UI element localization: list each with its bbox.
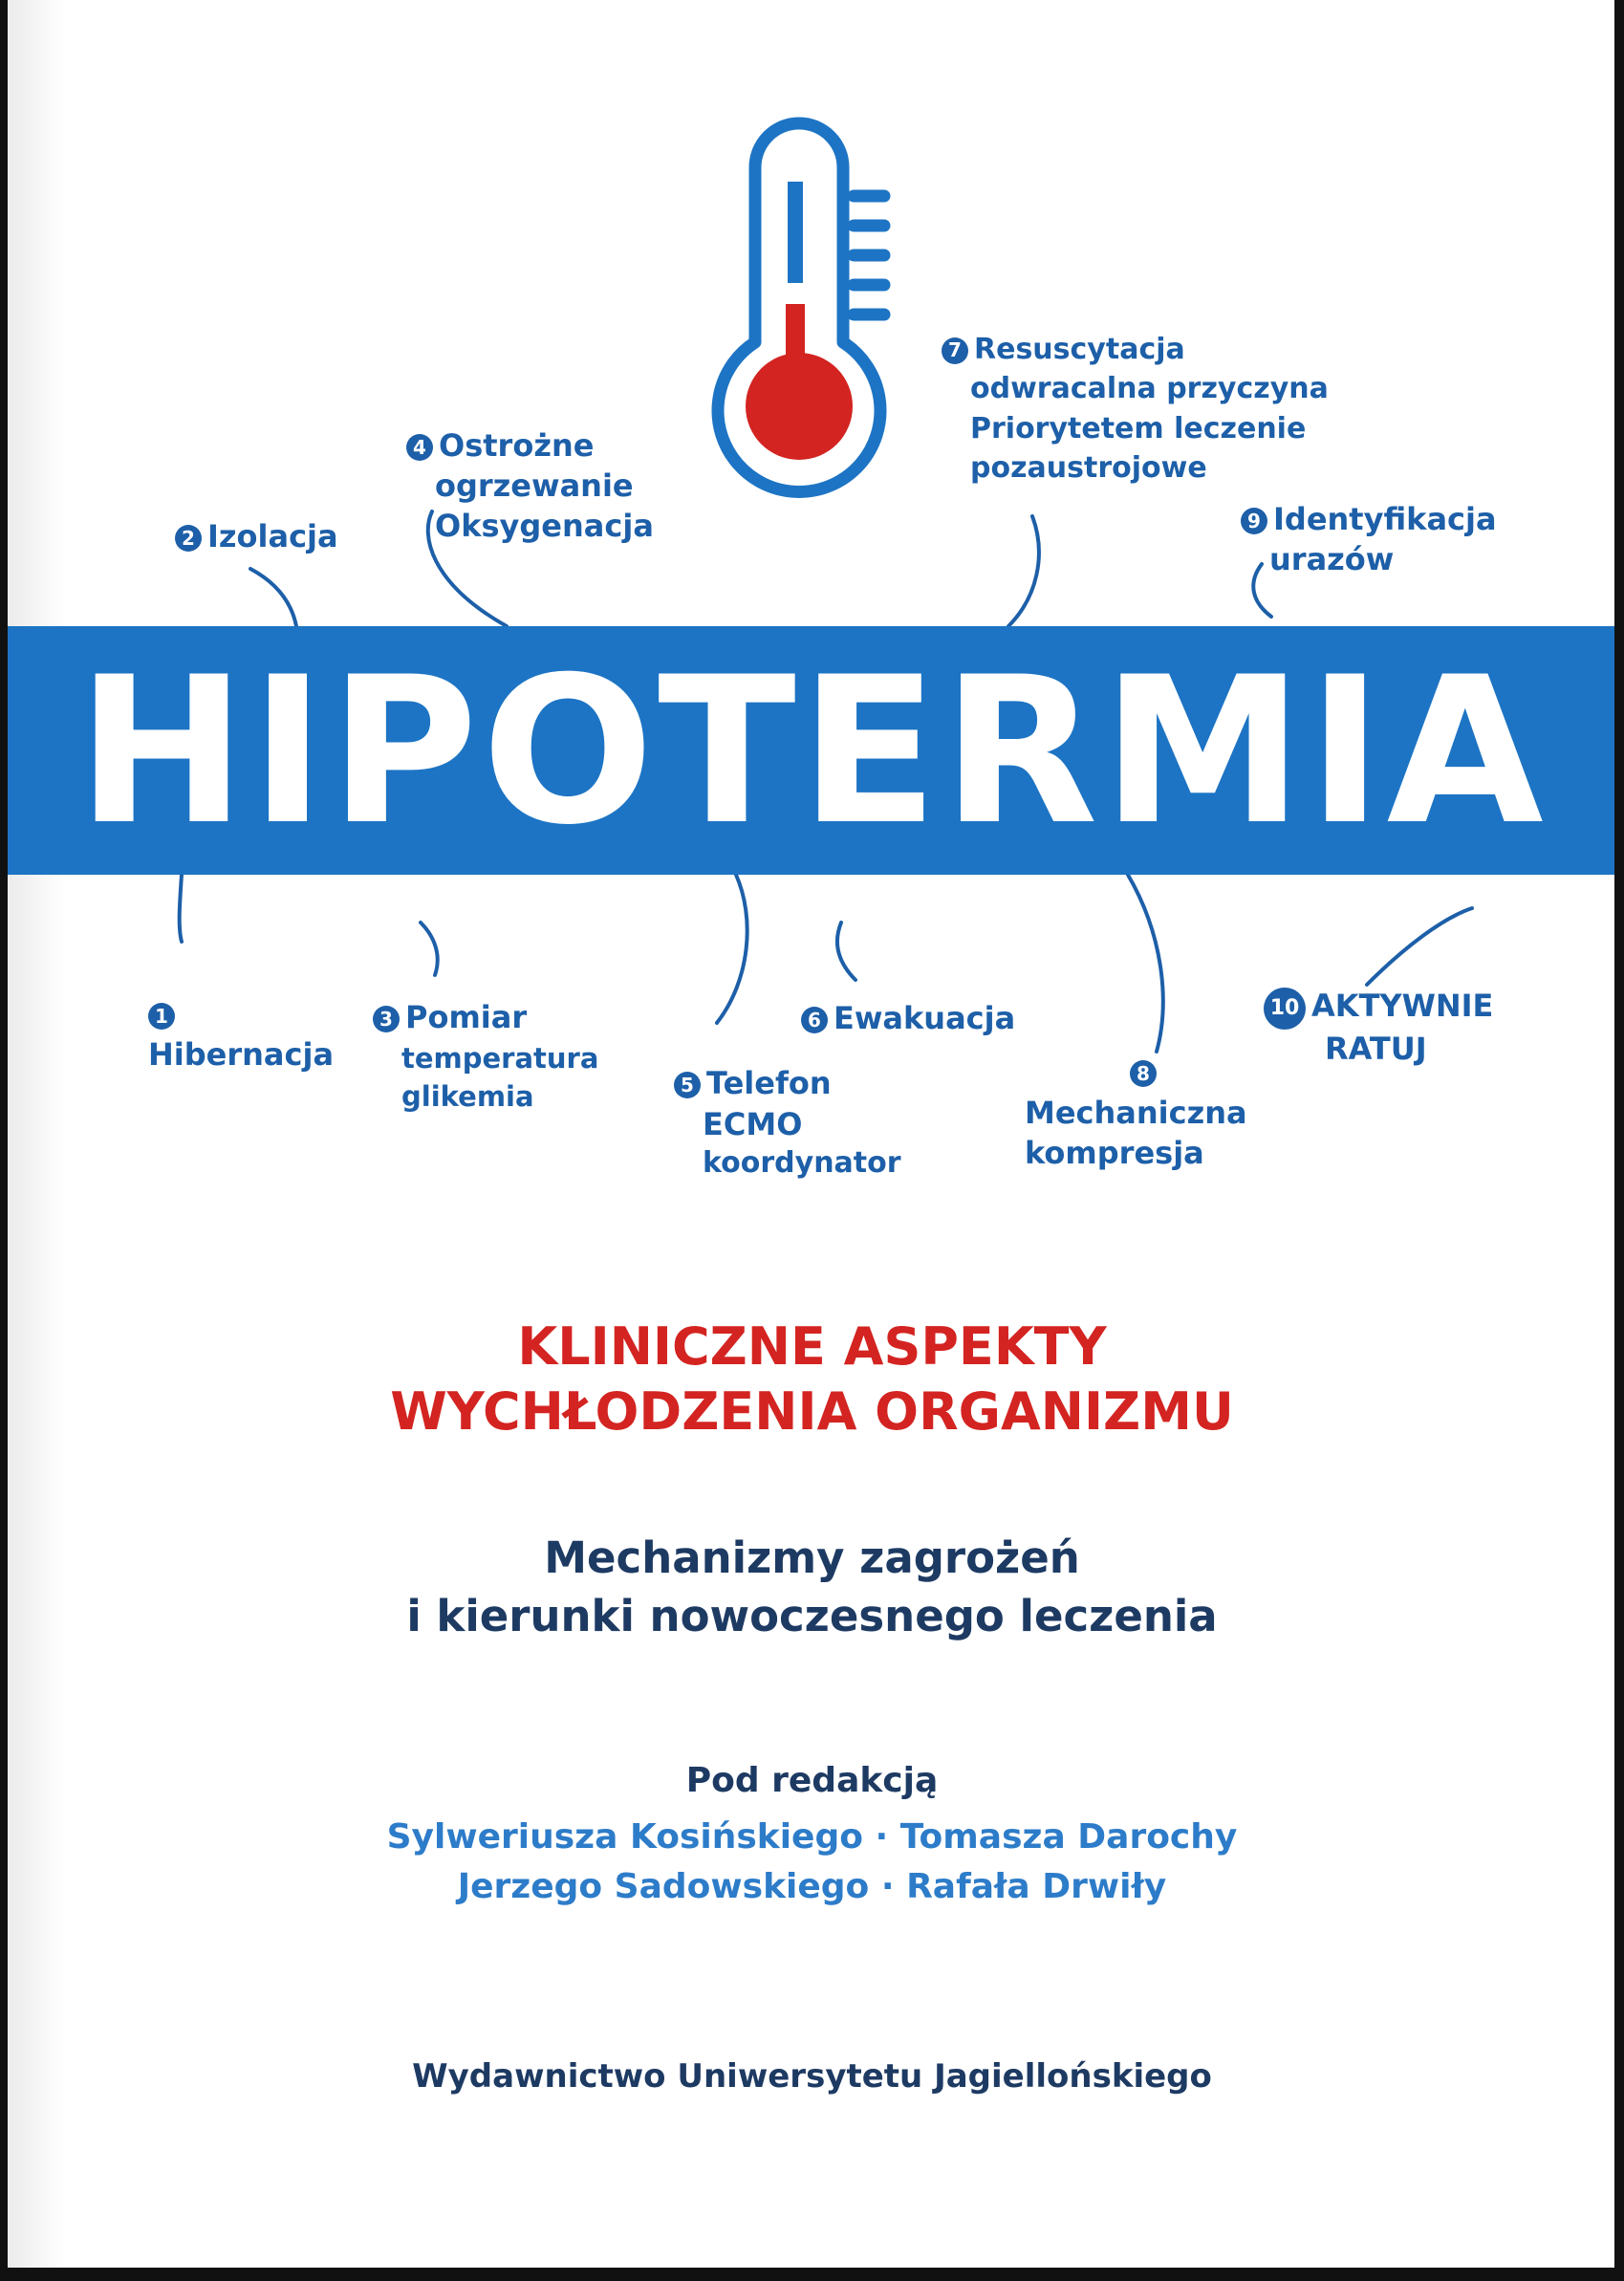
step-label: glikemia bbox=[401, 1080, 534, 1114]
editors-line bbox=[0, 1862, 1624, 1912]
subtitle-red-line: KLINICZNE ASPEKTY bbox=[517, 1316, 1107, 1377]
step-10 bbox=[1264, 987, 1493, 1070]
editor-separator: · bbox=[875, 1817, 889, 1857]
step-label: urazów bbox=[1269, 541, 1395, 578]
connector-7 bbox=[1008, 516, 1039, 626]
editor-name: Sylweriusza Kosińskiego bbox=[386, 1817, 863, 1857]
editors bbox=[0, 1813, 1624, 1912]
step-label: Mechaniczna bbox=[1025, 1094, 1247, 1131]
step-label: kompresja bbox=[1025, 1135, 1204, 1172]
connector-10 bbox=[1367, 908, 1472, 985]
step-6 bbox=[801, 998, 1015, 1038]
step-label: Hibernacja bbox=[148, 1036, 335, 1074]
step-7 bbox=[942, 330, 1329, 489]
editor-name: Jerzego Sadowskiego bbox=[457, 1867, 870, 1907]
step-label: Ewakuacja bbox=[834, 1000, 1016, 1036]
step-5 bbox=[674, 1063, 901, 1183]
step-2 bbox=[175, 516, 338, 556]
scan-edge-right bbox=[1614, 0, 1624, 2281]
step-8 bbox=[1025, 1052, 1247, 1174]
editor-name: Tomasza Darochy bbox=[899, 1817, 1238, 1857]
step-number: 3 bbox=[373, 1006, 400, 1032]
step-label: ECMO bbox=[703, 1105, 803, 1142]
connector-2 bbox=[250, 569, 296, 626]
step-number: 8 bbox=[1130, 1060, 1157, 1087]
subtitle-line: Mechanizmy zagrożeń bbox=[544, 1532, 1080, 1583]
subtitle bbox=[0, 1530, 1624, 1646]
step-label: pozaustrojowe bbox=[970, 451, 1207, 486]
step-number: 9 bbox=[1241, 508, 1267, 534]
step-label: Oksygenacja bbox=[435, 508, 654, 545]
connector-1 bbox=[180, 875, 182, 942]
connector-3 bbox=[421, 923, 438, 975]
step-number: 4 bbox=[406, 434, 433, 461]
step-label: AKTYWNIE bbox=[1311, 988, 1494, 1024]
step-number: 2 bbox=[175, 525, 202, 552]
step-3 bbox=[373, 996, 598, 1117]
step-label: Identyfikacja bbox=[1273, 501, 1497, 537]
step-number: 10 bbox=[1264, 988, 1306, 1030]
step-label: Izolacja bbox=[207, 518, 338, 554]
publisher: Wydawnictwo Uniwersytetu Jagiellońskiego bbox=[412, 2057, 1212, 2096]
step-label: ogrzewanie bbox=[435, 467, 634, 505]
step-label: odwracalna przyczyna bbox=[970, 372, 1329, 406]
connector-5 bbox=[717, 875, 747, 1023]
step-label: Resuscytacja bbox=[974, 333, 1185, 366]
connector-8 bbox=[1128, 875, 1163, 1052]
step-9 bbox=[1241, 499, 1497, 579]
subtitle-red bbox=[0, 1314, 1624, 1444]
step-1 bbox=[148, 994, 334, 1075]
step-number: 5 bbox=[674, 1072, 701, 1098]
step-4 bbox=[406, 425, 654, 547]
scan-edge-left bbox=[0, 0, 8, 2281]
editors-intro: Pod redakcją bbox=[685, 1761, 939, 1800]
step-number: 6 bbox=[801, 1007, 828, 1033]
step-label: Ostrożne bbox=[439, 427, 595, 464]
step-number: 1 bbox=[148, 1003, 175, 1030]
step-label: Pomiar bbox=[405, 999, 528, 1035]
step-label: koordynator bbox=[703, 1146, 901, 1181]
editor-separator: · bbox=[880, 1867, 895, 1907]
step-label: RATUJ bbox=[1325, 1031, 1427, 1068]
step-number: 7 bbox=[942, 337, 968, 364]
step-label: Priorytetem leczenie bbox=[970, 411, 1307, 445]
main-title: HIPOTERMIA bbox=[76, 632, 1548, 869]
subtitle-line: i kierunki nowoczesnego leczenia bbox=[406, 1590, 1218, 1641]
editor-name: Rafała Drwiły bbox=[906, 1867, 1167, 1907]
step-label: Telefon bbox=[706, 1065, 832, 1101]
connector-6 bbox=[837, 923, 855, 980]
step-label: temperatura bbox=[401, 1041, 599, 1075]
scan-edge-bottom bbox=[0, 2268, 1624, 2281]
editors-line bbox=[0, 1813, 1624, 1862]
subtitle-red-line: WYCHŁODZENIA ORGANIZMU bbox=[390, 1380, 1234, 1442]
